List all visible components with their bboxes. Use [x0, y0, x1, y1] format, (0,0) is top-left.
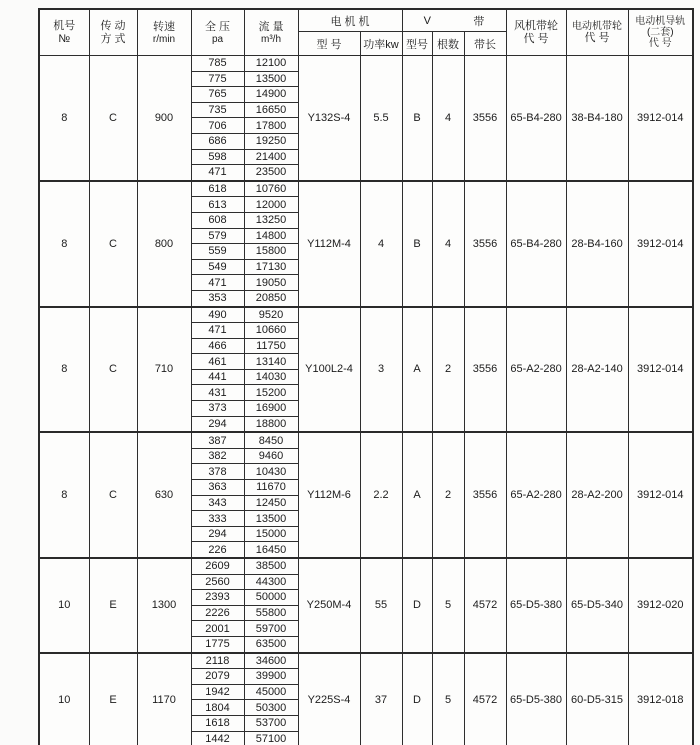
cell-flow: 50000	[244, 590, 298, 606]
header-row-1	[39, 9, 693, 32]
cell-fan-pulley: 65-A2-280	[506, 432, 566, 558]
table-row	[39, 432, 693, 448]
cell-pressure: 1618	[191, 715, 244, 731]
cell-pressure: 382	[191, 448, 244, 464]
cell-pressure: 471	[191, 323, 244, 339]
table-row	[39, 653, 693, 669]
cell-belt-count: 4	[432, 181, 464, 307]
cell-speed: 630	[137, 432, 191, 558]
cell-pressure: 2118	[191, 653, 244, 669]
cell-flow: 50300	[244, 700, 298, 716]
cell-belt-model: A	[402, 307, 432, 433]
cell-motor-power: 55	[360, 558, 402, 653]
cell-rail: 3912-014	[628, 56, 693, 181]
cell-motor-model: Y100L2-4	[298, 307, 360, 433]
cell-motor-pulley: 38-B4-180	[566, 56, 628, 181]
cell-flow: 34600	[244, 653, 298, 669]
cell-flow: 19050	[244, 275, 298, 291]
cell-flow: 15000	[244, 526, 298, 542]
cell-flow: 57100	[244, 731, 298, 745]
cell-flow: 15200	[244, 385, 298, 401]
cell-flow: 53700	[244, 715, 298, 731]
cell-pressure: 1442	[191, 731, 244, 745]
cell-belt-count: 2	[432, 432, 464, 558]
cell-fan-pulley: 65-D5-380	[506, 653, 566, 745]
cell-fan-pulley: 65-D5-380	[506, 558, 566, 653]
cell-flow: 13250	[244, 212, 298, 228]
fan-spec-table	[38, 8, 694, 745]
cell-drive: E	[89, 653, 137, 745]
cell-flow: 38500	[244, 558, 298, 574]
cell-flow: 13500	[244, 511, 298, 527]
cell-flow: 11670	[244, 480, 298, 496]
table-body	[39, 56, 693, 745]
header-speed: 转速 r/min	[137, 9, 191, 56]
cell-flow: 10430	[244, 464, 298, 480]
cell-pressure: 431	[191, 385, 244, 401]
cell-flow: 44300	[244, 574, 298, 590]
cell-flow: 16900	[244, 401, 298, 417]
cell-belt-count: 2	[432, 307, 464, 433]
cell-fan-pulley: 65-A2-280	[506, 307, 566, 433]
header-fan-pulley: 风机带轮 代 号	[506, 9, 566, 56]
cell-pressure: 387	[191, 432, 244, 448]
cell-flow: 12000	[244, 197, 298, 213]
cell-pressure: 549	[191, 259, 244, 275]
cell-flow: 20850	[244, 290, 298, 306]
cell-belt-count: 5	[432, 653, 464, 745]
cell-drive: E	[89, 558, 137, 653]
cell-flow: 9520	[244, 307, 298, 323]
cell-motor-model: Y112M-4	[298, 181, 360, 307]
cell-flow: 12450	[244, 495, 298, 511]
cell-pressure: 2393	[191, 590, 244, 606]
cell-pressure: 353	[191, 290, 244, 306]
cell-pressure: 461	[191, 354, 244, 370]
header-drive: 传 动 方 式	[89, 9, 137, 56]
cell-flow: 12100	[244, 56, 298, 72]
cell-flow: 39900	[244, 669, 298, 685]
cell-flow: 17130	[244, 259, 298, 275]
vbelt-group-dai: 带	[473, 15, 485, 28]
header-vbelt-length: 带长	[464, 32, 506, 56]
cell-belt-length: 3556	[464, 56, 506, 181]
cell-belt-count: 5	[432, 558, 464, 653]
cell-flow: 23500	[244, 165, 298, 181]
cell-motor-power: 4	[360, 181, 402, 307]
cell-pressure: 1942	[191, 684, 244, 700]
cell-flow: 9460	[244, 448, 298, 464]
cell-belt-length: 3556	[464, 181, 506, 307]
cell-belt-model: A	[402, 432, 432, 558]
cell-pressure: 2079	[191, 669, 244, 685]
cell-pressure: 2609	[191, 558, 244, 574]
cell-pressure: 618	[191, 181, 244, 197]
cell-rail: 3912-014	[628, 181, 693, 307]
cell-pressure: 471	[191, 275, 244, 291]
cell-speed: 1300	[137, 558, 191, 653]
cell-motor-model: Y112M-6	[298, 432, 360, 558]
cell-motor-pulley: 28-A2-140	[566, 307, 628, 433]
header-motor-pulley: 电动机带轮 代 号	[566, 9, 628, 56]
table-header	[39, 9, 693, 56]
cell-motor-power: 2.2	[360, 432, 402, 558]
cell-drive: C	[89, 307, 137, 433]
cell-pressure: 373	[191, 401, 244, 417]
cell-pressure: 785	[191, 56, 244, 72]
cell-machine-no: 10	[39, 653, 89, 745]
cell-pressure: 441	[191, 369, 244, 385]
table-row	[39, 181, 693, 197]
cell-belt-count: 4	[432, 56, 464, 181]
cell-pressure: 294	[191, 416, 244, 432]
cell-flow: 19250	[244, 133, 298, 149]
cell-rail: 3912-020	[628, 558, 693, 653]
cell-pressure: 363	[191, 480, 244, 496]
cell-pressure: 466	[191, 338, 244, 354]
cell-motor-pulley: 28-B4-160	[566, 181, 628, 307]
table-row	[39, 558, 693, 574]
cell-rail: 3912-014	[628, 307, 693, 433]
cell-machine-no: 8	[39, 432, 89, 558]
header-motor-group: 电 机 机	[298, 9, 402, 32]
cell-drive: C	[89, 56, 137, 181]
cell-flow: 17800	[244, 118, 298, 134]
cell-fan-pulley: 65-B4-280	[506, 181, 566, 307]
cell-flow: 45000	[244, 684, 298, 700]
cell-speed: 1170	[137, 653, 191, 745]
header-machine-no: 机号 №	[39, 9, 89, 56]
cell-motor-model: Y132S-4	[298, 56, 360, 181]
cell-motor-model: Y225S-4	[298, 653, 360, 745]
cell-belt-model: B	[402, 181, 432, 307]
cell-flow: 10660	[244, 323, 298, 339]
cell-motor-power: 5.5	[360, 56, 402, 181]
cell-speed: 710	[137, 307, 191, 433]
cell-fan-pulley: 65-B4-280	[506, 56, 566, 181]
header-pressure: 全 压 pa	[191, 9, 244, 56]
table-row	[39, 56, 693, 72]
cell-flow: 18800	[244, 416, 298, 432]
cell-machine-no: 8	[39, 56, 89, 181]
cell-machine-no: 10	[39, 558, 89, 653]
cell-pressure: 343	[191, 495, 244, 511]
cell-flow: 8450	[244, 432, 298, 448]
cell-pressure: 735	[191, 102, 244, 118]
cell-motor-power: 37	[360, 653, 402, 745]
cell-rail: 3912-018	[628, 653, 693, 745]
cell-pressure: 2560	[191, 574, 244, 590]
cell-flow: 13500	[244, 71, 298, 87]
cell-flow: 59700	[244, 621, 298, 637]
cell-pressure: 598	[191, 149, 244, 165]
vbelt-group-v: V	[423, 14, 432, 27]
cell-flow: 15800	[244, 244, 298, 260]
cell-belt-length: 3556	[464, 307, 506, 433]
header-motor-rail: 电动机导轨 (二套) 代 号	[628, 9, 693, 56]
header-vbelt-group	[402, 9, 506, 32]
cell-belt-length: 3556	[464, 432, 506, 558]
cell-pressure: 765	[191, 87, 244, 103]
cell-pressure: 333	[191, 511, 244, 527]
cell-flow: 10760	[244, 181, 298, 197]
table-row	[39, 307, 693, 323]
cell-flow: 55800	[244, 605, 298, 621]
cell-pressure: 559	[191, 244, 244, 260]
cell-machine-no: 8	[39, 181, 89, 307]
header-vbelt-count: 根数	[432, 32, 464, 56]
cell-belt-model: D	[402, 558, 432, 653]
cell-pressure: 579	[191, 228, 244, 244]
cell-speed: 800	[137, 181, 191, 307]
cell-pressure: 226	[191, 542, 244, 558]
cell-pressure: 490	[191, 307, 244, 323]
cell-flow: 11750	[244, 338, 298, 354]
cell-pressure: 294	[191, 526, 244, 542]
cell-belt-model: B	[402, 56, 432, 181]
cell-belt-model: D	[402, 653, 432, 745]
cell-belt-length: 4572	[464, 558, 506, 653]
cell-rail: 3912-014	[628, 432, 693, 558]
cell-motor-pulley: 65-D5-340	[566, 558, 628, 653]
cell-flow: 16650	[244, 102, 298, 118]
header-motor-power: 功率kw	[360, 32, 402, 56]
cell-motor-power: 3	[360, 307, 402, 433]
cell-pressure: 706	[191, 118, 244, 134]
cell-pressure: 613	[191, 197, 244, 213]
header-vbelt-model: 型号	[402, 32, 432, 56]
header-flow: 流 量 m³/h	[244, 9, 298, 56]
cell-machine-no: 8	[39, 307, 89, 433]
cell-pressure: 378	[191, 464, 244, 480]
cell-flow: 14030	[244, 369, 298, 385]
cell-flow: 13140	[244, 354, 298, 370]
cell-pressure: 775	[191, 71, 244, 87]
cell-pressure: 1775	[191, 636, 244, 652]
cell-flow: 21400	[244, 149, 298, 165]
cell-flow: 63500	[244, 636, 298, 652]
cell-motor-pulley: 60-D5-315	[566, 653, 628, 745]
cell-pressure: 686	[191, 133, 244, 149]
cell-pressure: 2226	[191, 605, 244, 621]
header-motor-model: 型 号	[298, 32, 360, 56]
cell-pressure: 471	[191, 165, 244, 181]
cell-motor-pulley: 28-A2-200	[566, 432, 628, 558]
cell-flow: 14800	[244, 228, 298, 244]
cell-pressure: 1804	[191, 700, 244, 716]
cell-flow: 16450	[244, 542, 298, 558]
cell-pressure: 608	[191, 212, 244, 228]
cell-pressure: 2001	[191, 621, 244, 637]
cell-drive: C	[89, 181, 137, 307]
cell-flow: 14900	[244, 87, 298, 103]
cell-belt-length: 4572	[464, 653, 506, 745]
cell-speed: 900	[137, 56, 191, 181]
cell-motor-model: Y250M-4	[298, 558, 360, 653]
cell-drive: C	[89, 432, 137, 558]
